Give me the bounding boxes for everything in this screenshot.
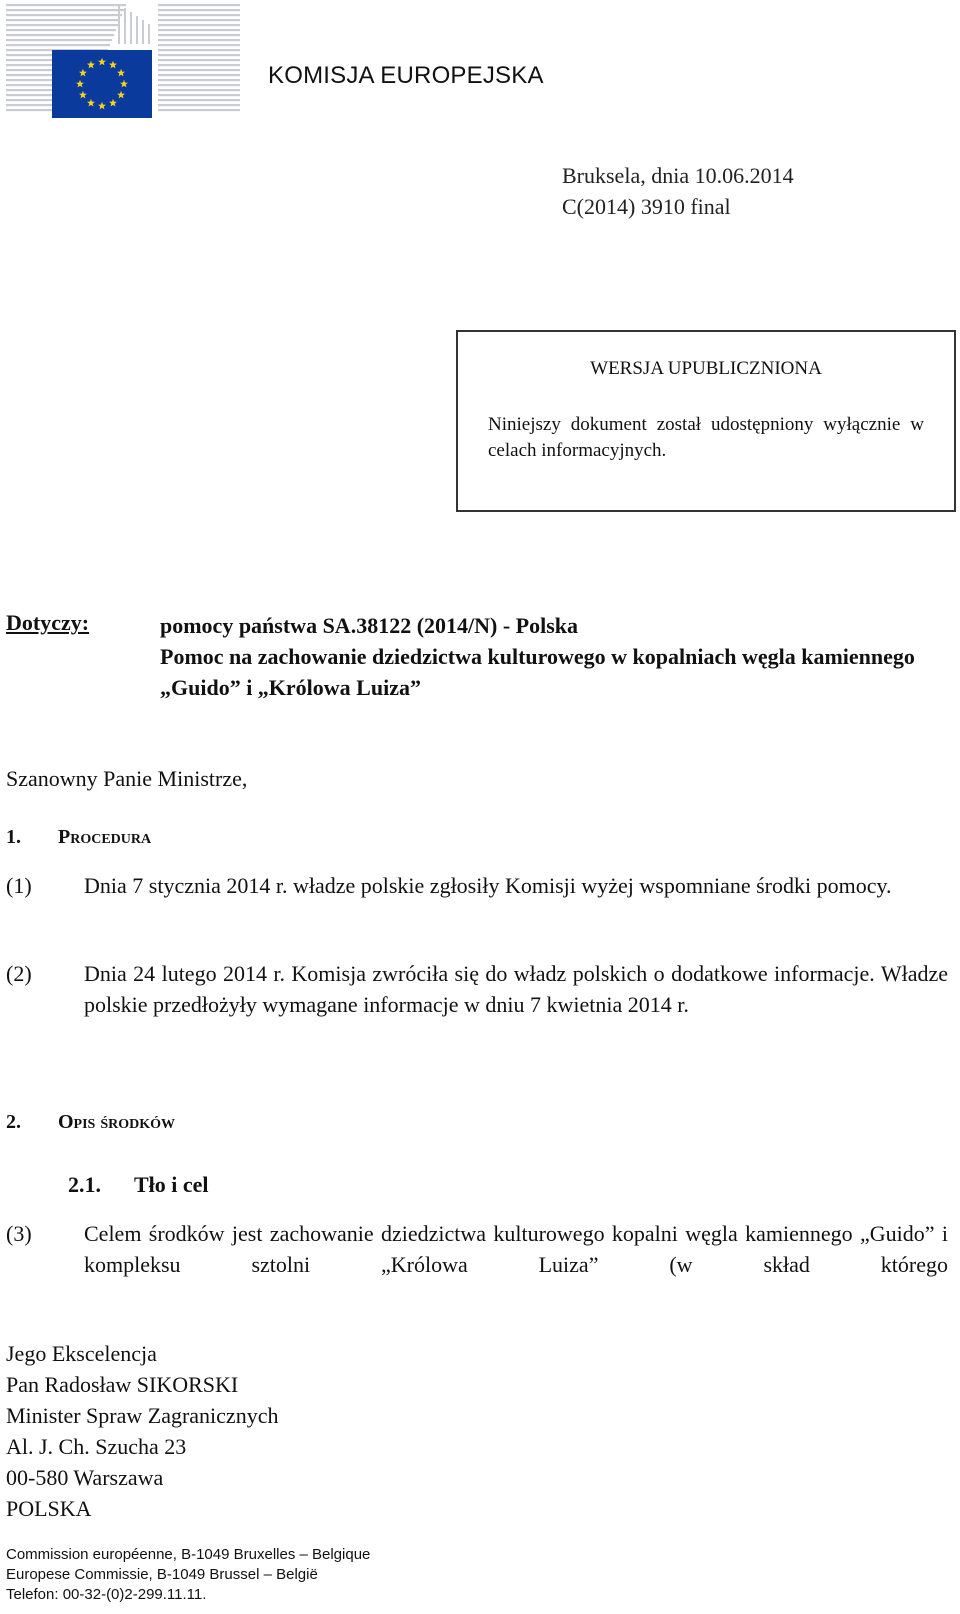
footer — [6, 1545, 370, 1605]
section-title: Opis środków — [58, 1111, 176, 1133]
footer-line: Telefon: 00-32-(0)2-299.11.11. — [6, 1586, 207, 1603]
public-version-title: WERSJA UPUBLICZNIONA — [590, 358, 822, 379]
footer-line: Europese Commissie, B-1049 Brussel – België — [6, 1566, 318, 1583]
public-version-box — [456, 330, 956, 512]
dateline — [562, 160, 794, 222]
subsection-title: Tło i cel — [134, 1172, 209, 1197]
section-heading-procedure — [6, 826, 151, 849]
paragraph-number: (3) — [6, 1221, 32, 1246]
addressee-line: Minister Spraw Zagranicznych — [6, 1403, 279, 1428]
public-version-note: Niniejszy dokument został udostępniony wyłącznie w celach informacyjnych. — [488, 414, 924, 461]
subject-text — [160, 610, 920, 703]
section-number: 2. — [6, 1111, 21, 1133]
addressee-line: 00-580 Warszawa — [6, 1465, 164, 1490]
addressee-line: POLSKA — [6, 1496, 92, 1521]
paragraph-text: Celem środków jest zachowanie dziedzictwa kulturowego kopalni węgla kamiennego „Guido” i kompleksu sztolni „Królowa Luiza” (w skład którego — [84, 1221, 948, 1277]
section-heading-description — [6, 1111, 175, 1134]
paragraph-text: Dnia 24 lutego 2014 r. Komisja zwróciła się do władz polskich o dodatkowe informacje. Władze polskie przedłożyły wymagane informacje w dniu 7 kwietnia 2014 r. — [84, 961, 948, 1017]
addressee-line: Pan Radosław SIKORSKI — [6, 1372, 239, 1397]
section-title: Procedura — [58, 826, 152, 848]
addressee-line: Al. J. Ch. Szucha 23 — [6, 1434, 187, 1459]
organization-name: KOMISJA EUROPEJSKA — [268, 62, 544, 89]
addressee-line: Jego Ekscelencja — [6, 1341, 157, 1366]
subsection-heading — [68, 1172, 209, 1198]
salutation: Szanowny Panie Ministrze, — [6, 766, 248, 791]
section-number: 1. — [6, 826, 21, 848]
date-line: Bruksela, dnia 10.06.2014 — [562, 163, 794, 188]
paragraph-number: (1) — [6, 873, 32, 898]
paragraph-3 — [6, 1218, 948, 1280]
subject-label: Dotyczy: — [6, 610, 90, 635]
subject-line-1: pomocy państwa SA.38122 (2014/N) - Polska — [160, 613, 579, 638]
subject-line-2: Pomoc na zachowanie dziedzictwa kulturowego w kopalniach węgla kamiennego „Guido” i „Królowa Luiza” — [160, 644, 915, 700]
addressee-block — [6, 1338, 278, 1524]
footer-line: Commission européenne, B-1049 Bruxelles – Belgique — [6, 1546, 371, 1563]
subsection-number: 2.1. — [68, 1172, 101, 1197]
paragraph-1 — [6, 870, 948, 901]
document-reference: C(2014) 3910 final — [562, 194, 731, 219]
paragraph-2 — [6, 958, 948, 1020]
paragraph-text: Dnia 7 stycznia 2014 r. władze polskie zgłosiły Komisji wyżej wspomniane środki pomocy. — [84, 873, 892, 898]
european-commission-logo — [6, 2, 242, 120]
paragraph-number: (2) — [6, 961, 32, 986]
